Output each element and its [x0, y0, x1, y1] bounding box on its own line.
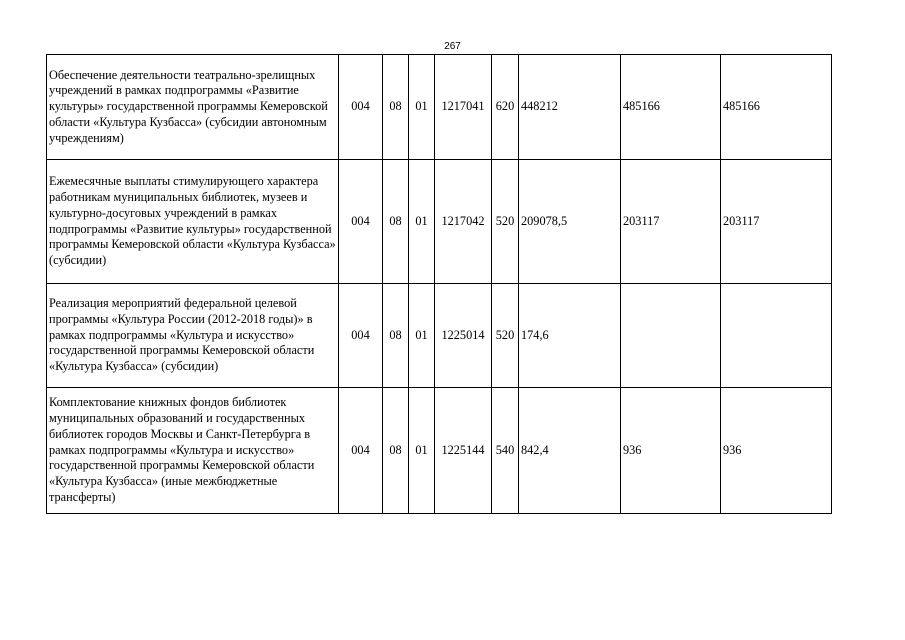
amount-year-2: 485166	[621, 55, 721, 160]
row-description: Реализация мероприятий федеральной целевой программы «Культура России (2012-2018 годы)» в рамках подпрограммы «Культура и искусство» государственной программы Кемеровской области «Культура Кузбасса» (субсидии)	[47, 284, 339, 388]
amount-year-2	[621, 284, 721, 388]
page-number: 267	[444, 41, 461, 52]
ministry-code: 004	[339, 284, 383, 388]
amount-year-2: 936	[621, 388, 721, 514]
amount-year-3: 203117	[721, 160, 832, 284]
expense-type-code: 520	[492, 284, 519, 388]
target-article-code: 1225014	[435, 284, 492, 388]
section-code: 08	[383, 284, 409, 388]
row-description: Комплектование книжных фондов библиотек муниципальных образований и государственных библиотек городов Москвы и Санкт-Петербурга в рамках подпрограммы «Культура и искусство» государственной программы Кемеровской области «Культура Кузбасса» (иные межбюджетные трансферты)	[47, 388, 339, 514]
amount-year-1: 842,4	[519, 388, 621, 514]
ministry-code: 004	[339, 55, 383, 160]
row-description: Ежемесячные выплаты стимулирующего характера работникам муниципальных библиотек, музеев и культурно-досуговых учреждений в рамках подпрограммы «Развитие культуры» государственной программы Кемеровской области «Культура Кузбасса» (субсидии)	[47, 160, 339, 284]
table-row	[47, 160, 832, 284]
amount-year-1: 448212	[519, 55, 621, 160]
expense-type-code: 520	[492, 160, 519, 284]
amount-year-3: 936	[721, 388, 832, 514]
row-description: Обеспечение деятельности театрально-зрелищных учреждений в рамках подпрограммы «Развитие культуры» государственной программы Кемеровской области «Культура Кузбасса» (субсидии автономным учреждениям)	[47, 55, 339, 160]
subsection-code: 01	[409, 160, 435, 284]
ministry-code: 004	[339, 160, 383, 284]
budget-table	[46, 54, 832, 514]
section-code: 08	[383, 388, 409, 514]
subsection-code: 01	[409, 388, 435, 514]
section-code: 08	[383, 55, 409, 160]
table-row	[47, 55, 832, 160]
amount-year-1: 209078,5	[519, 160, 621, 284]
ministry-code: 004	[339, 388, 383, 514]
target-article-code: 1217042	[435, 160, 492, 284]
table-row	[47, 388, 832, 514]
target-article-code: 1225144	[435, 388, 492, 514]
subsection-code: 01	[409, 55, 435, 160]
amount-year-3: 485166	[721, 55, 832, 160]
expense-type-code: 540	[492, 388, 519, 514]
section-code: 08	[383, 160, 409, 284]
amount-year-2: 203117	[621, 160, 721, 284]
amount-year-1: 174,6	[519, 284, 621, 388]
amount-year-3	[721, 284, 832, 388]
expense-type-code: 620	[492, 55, 519, 160]
table-row	[47, 284, 832, 388]
subsection-code: 01	[409, 284, 435, 388]
target-article-code: 1217041	[435, 55, 492, 160]
